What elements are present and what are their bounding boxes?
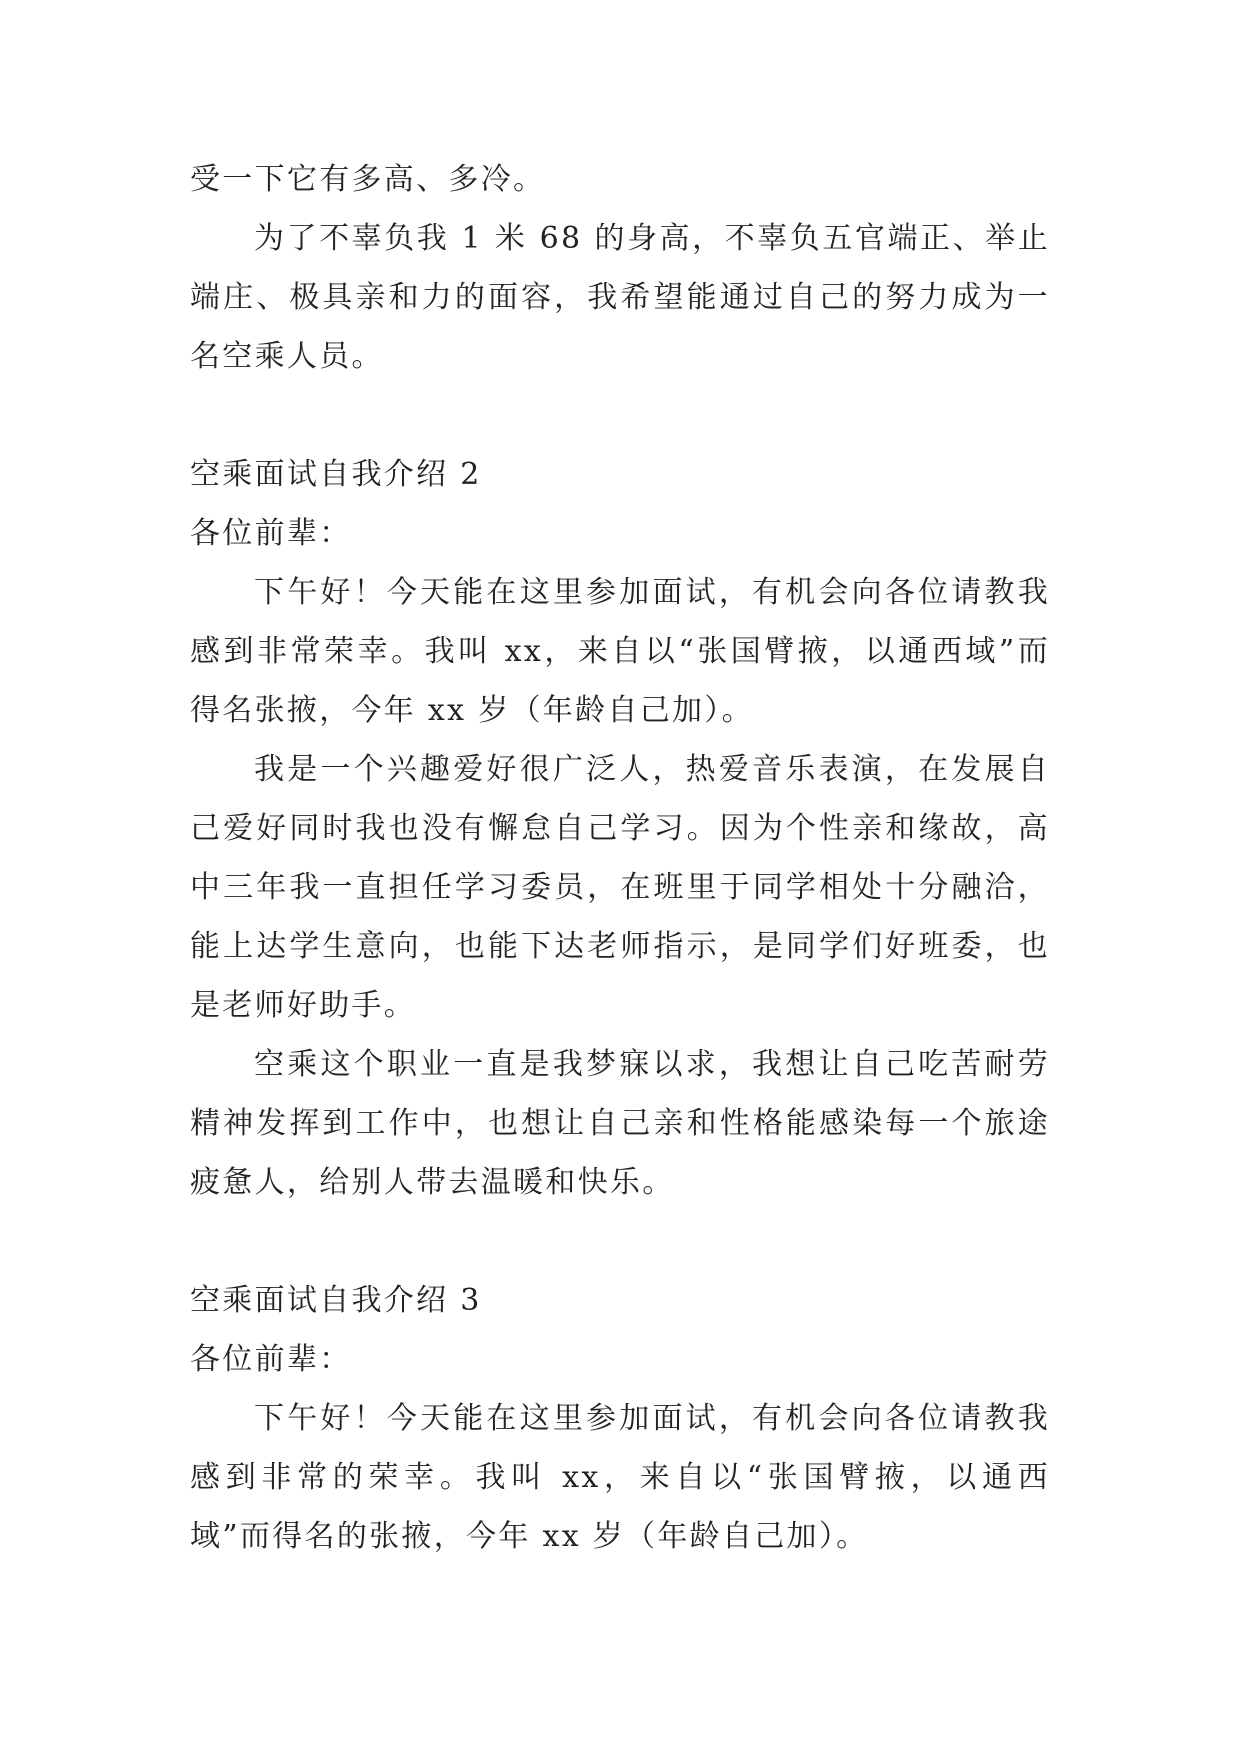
paragraph: 下午好！今天能在这里参加面试，有机会向各位请教我感到非常荣幸。我叫 xx，来自以“张国臂掖，以通西域”而得名张掖，今年 xx 岁（年龄自己加）。: [190, 575, 1050, 728]
paragraph: 为了不辜负我 1 米 68 的身高，不辜负五官端正、举止端庄、极具亲和力的面容，我希望能通过自己的努力成为一名空乘人员。: [190, 221, 1050, 374]
section-spacer: [190, 386, 1050, 445]
paragraph-continuation: 受一下它有多高、多冷。: [190, 162, 546, 197]
salutation: 各位前辈：: [190, 516, 352, 551]
section-title: 空乘面试自我介绍 3: [190, 1283, 482, 1318]
section-spacer: [190, 1212, 1050, 1271]
paragraph: 我是一个兴趣爱好很广泛人，热爱音乐表演，在发展自己爱好同时我也没有懈怠自己学习。因为个性亲和缘故，高中三年我一直担任学习委员，在班里于同学相处十分融洽，能上达学生意向，也能下达老师指示，是同学们好班委，也是老师好助手。: [190, 752, 1050, 1023]
paragraph: 空乘这个职业一直是我梦寐以求，我想让自己吃苦耐劳精神发挥到工作中，也想让自己亲和性格能感染每一个旅途疲惫人，给别人带去温暖和快乐。: [190, 1047, 1050, 1200]
paragraph: 下午好！今天能在这里参加面试，有机会向各位请教我感到非常的荣幸。我叫 xx，来自以“张国臂掖，以通西域”而得名的张掖，今年 xx 岁（年龄自己加）。: [190, 1401, 1050, 1554]
document-body: [190, 150, 1050, 1566]
section-title: 空乘面试自我介绍 2: [190, 457, 482, 492]
salutation: 各位前辈：: [190, 1342, 352, 1377]
